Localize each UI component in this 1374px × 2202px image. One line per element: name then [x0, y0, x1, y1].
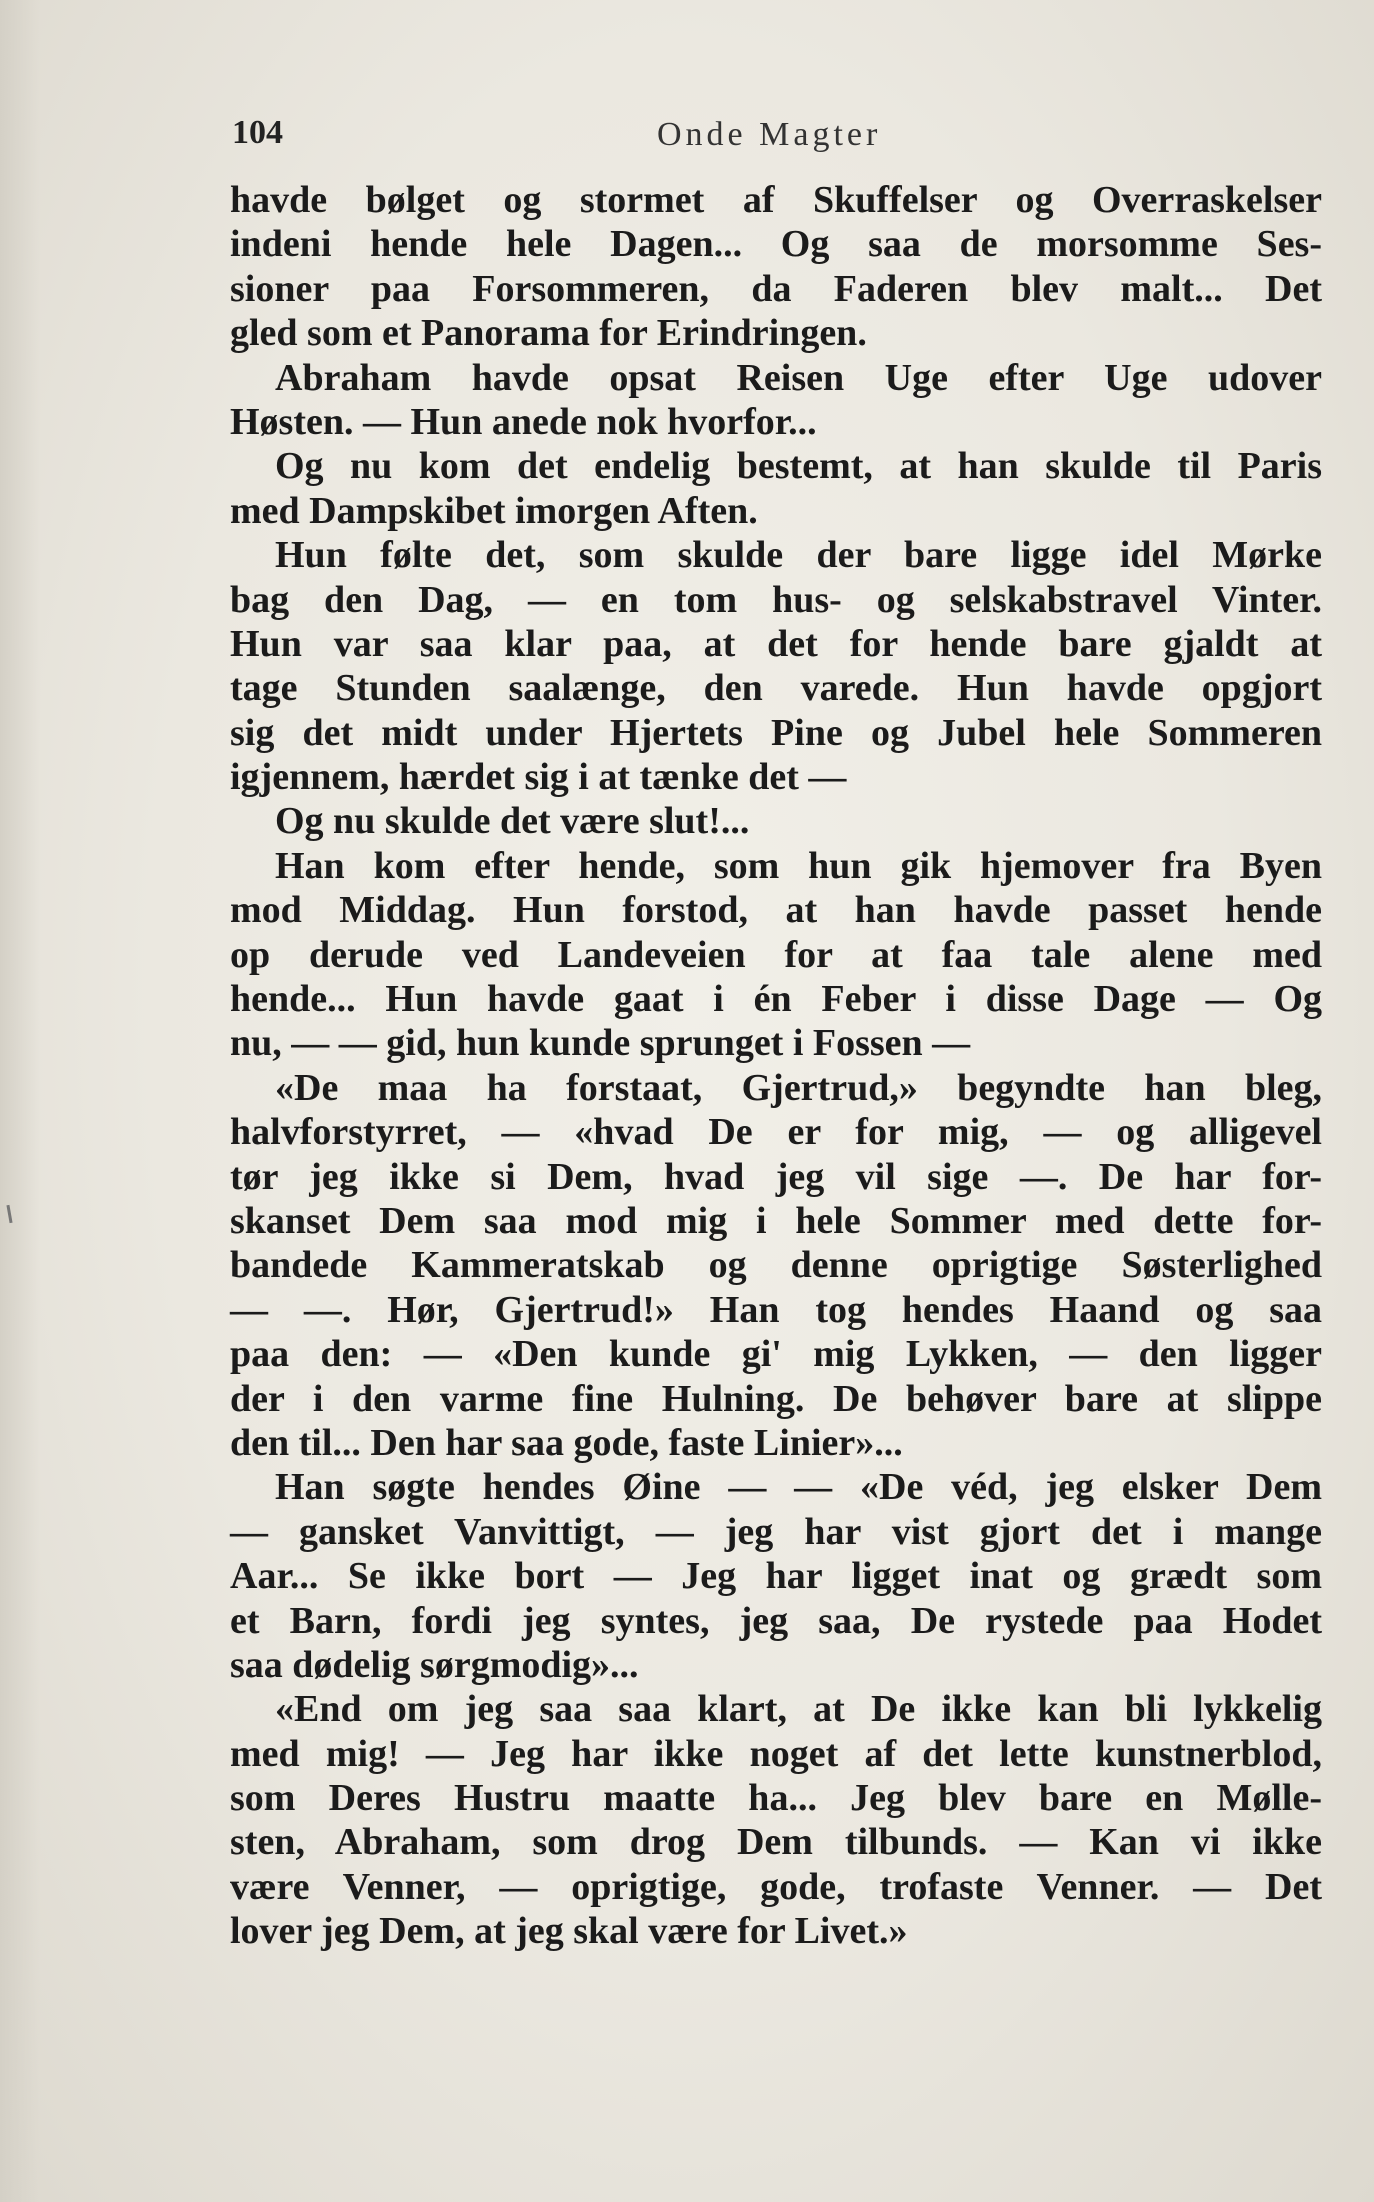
- text-line: saa dødelig sørgmodig»...: [230, 1643, 639, 1686]
- text-line: nu, — — gid, hun kunde sprunget i Fossen —: [230, 1022, 971, 1065]
- text-line: — gansket Vanvittigt, — jeg har vist gjort det i mange: [230, 1510, 1322, 1553]
- text-line: et Barn, fordi jeg syntes, jeg saa, De rystede paa Hodet: [230, 1599, 1322, 1642]
- running-head: [232, 108, 1322, 158]
- text-line: der i den varme fine Hulning. De behøver bare at slippe: [230, 1377, 1322, 1420]
- text-line: sig det midt under Hjertets Pine og Jubel hele Sommeren: [230, 711, 1322, 754]
- text-line: være Venner, — oprigtige, gode, trofaste Venner. — Det: [230, 1865, 1322, 1908]
- text-line: igjennem, hærdet sig i at tænke det —: [230, 756, 847, 799]
- text-line: med Dampskibet imorgen Aften.: [230, 489, 758, 532]
- text-line: Han kom efter hende, som hun gik hjemover fra Byen: [275, 844, 1322, 887]
- text-line: Hun følte det, som skulde der bare ligge idel Mørke: [275, 534, 1322, 577]
- text-line: Aar... Se ikke bort — Jeg har ligget inat og grædt som: [230, 1555, 1322, 1598]
- text-line: tage Stunden saalænge, den varede. Hun havde opgjort: [230, 667, 1322, 710]
- text-line: op derude ved Landeveien for at faa tale alene med: [230, 933, 1322, 976]
- page-number: 104: [232, 114, 283, 151]
- text-line: hende... Hun havde gaat i én Feber i disse Dage — Og: [230, 978, 1322, 1021]
- text-line: tør jeg ikke si Dem, hvad jeg vil sige —. De har for-: [230, 1155, 1322, 1198]
- text-line: Høsten. — Hun anede nok hvorfor...: [230, 400, 817, 443]
- text-line: «De maa ha forstaat, Gjertrud,» begyndte han bleg,: [275, 1066, 1322, 1109]
- text-line: den til... Den har saa gode, faste Linier»...: [230, 1421, 903, 1464]
- text-line: sioner paa Forsommeren, da Faderen blev malt... Det: [230, 267, 1322, 310]
- text-line: skanset Dem saa mod mig i hele Sommer med dette for-: [230, 1199, 1322, 1242]
- text-line: Og nu kom det endelig bestemt, at han skulde til Paris: [275, 445, 1322, 488]
- text-line: indeni hende hele Dagen... Og saa de morsomme Ses-: [230, 223, 1322, 266]
- text-line: halvforstyrret, — «hvad De er for mig, — og alligevel: [230, 1111, 1322, 1154]
- page-gutter-shadow: [0, 0, 40, 2202]
- text-line: — —. Hør, Gjertrud!» Han tog hendes Haand og saa: [230, 1288, 1322, 1331]
- text-line: som Deres Hustru maatte ha... Jeg blev bare en Mølle-: [230, 1777, 1322, 1820]
- text-line: lover jeg Dem, at jeg skal være for Livet.»: [230, 1910, 908, 1953]
- text-line: Abraham havde opsat Reisen Uge efter Uge udover: [275, 356, 1322, 399]
- text-line: Og nu skulde det være slut!...: [275, 800, 750, 843]
- text-line: paa den: — «Den kunde gi' mig Lykken, — den ligger: [230, 1333, 1322, 1376]
- text-line: bag den Dag, — en tom hus- og selskabstravel Vinter.: [230, 578, 1322, 621]
- text-line: gled som et Panorama for Erindringen.: [230, 312, 867, 355]
- text-line: «End om jeg saa saa klart, at De ikke kan bli lykkelig: [275, 1688, 1322, 1731]
- body-text: [230, 178, 1322, 1954]
- text-line: mod Middag. Hun forstod, at han havde passet hende: [230, 889, 1322, 932]
- text-line: bandede Kammeratskab og denne oprigtige Søsterlighed: [230, 1244, 1322, 1287]
- text-line: Hun var saa klar paa, at det for hende bare gjaldt at: [230, 622, 1322, 665]
- running-title: Onde Magter: [657, 116, 882, 153]
- text-line: sten, Abraham, som drog Dem tilbunds. — Kan vi ikke: [230, 1821, 1322, 1864]
- text-line: med mig! — Jeg har ikke noget af det lette kunstnerblod,: [230, 1732, 1322, 1775]
- text-line: Han søgte hendes Øine — — «De véd, jeg elsker Dem: [275, 1466, 1322, 1509]
- text-line: havde bølget og stormet af Skuffelser og Overraskelser: [230, 179, 1322, 221]
